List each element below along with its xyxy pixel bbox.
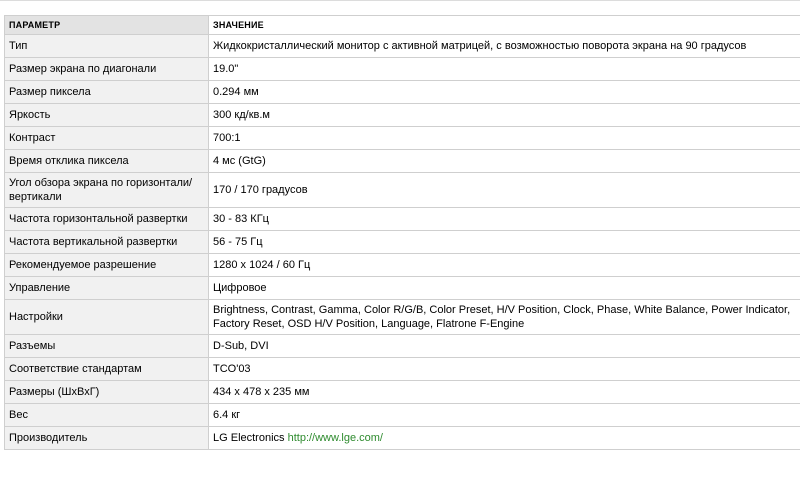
table-row (5, 150, 800, 173)
header-param: ПАРАМЕТР (5, 16, 209, 35)
table-row (5, 277, 800, 300)
param-cell: Управление (5, 277, 209, 300)
param-cell: Размер пиксела (5, 81, 209, 104)
top-divider (0, 0, 800, 4)
value-cell (209, 427, 800, 450)
value-cell: 30 - 83 КГц (209, 208, 800, 231)
table-row (5, 208, 800, 231)
param-cell: Разъемы (5, 335, 209, 358)
value-cell: 4 мс (GtG) (209, 150, 800, 173)
table-row (5, 231, 800, 254)
param-cell: Соответствие стандартам (5, 358, 209, 381)
value-cell: Brightness, Contrast, Gamma, Color R/G/B, Color Preset, H/V Position, Clock, Phase, White Balance, Power Indicator, Factory Reset, OSD H/V Position, Language, Flatrone F-Engine (209, 300, 800, 335)
value-cell: 434 x 478 x 235 мм (209, 381, 800, 404)
spec-table (4, 15, 800, 450)
value-cell: 700:1 (209, 127, 800, 150)
table-row (5, 35, 800, 58)
table-row (5, 173, 800, 208)
param-cell: Настройки (5, 300, 209, 335)
table-row (5, 127, 800, 150)
param-cell: Контраст (5, 127, 209, 150)
value-cell: 6.4 кг (209, 404, 800, 427)
table-row (5, 381, 800, 404)
param-cell: Рекомендуемое разрешение (5, 254, 209, 277)
table-header-row (5, 16, 800, 35)
value-cell: 19.0" (209, 58, 800, 81)
value-cell: 1280 x 1024 / 60 Гц (209, 254, 800, 277)
param-cell: Размер экрана по диагонали (5, 58, 209, 81)
value-cell: 300 кд/кв.м (209, 104, 800, 127)
param-cell: Размеры (ШхВхГ) (5, 381, 209, 404)
value-cell: 56 - 75 Гц (209, 231, 800, 254)
value-cell: 0.294 мм (209, 81, 800, 104)
param-cell: Время отклика пиксела (5, 150, 209, 173)
param-cell: Частота горизонтальной развертки (5, 208, 209, 231)
table-row (5, 81, 800, 104)
param-cell: Угол обзора экрана по горизонтали/вертикали (5, 173, 209, 208)
manufacturer-link[interactable]: http://www.lge.com/ (287, 432, 383, 444)
value-cell: TCO'03 (209, 358, 800, 381)
param-cell: Яркость (5, 104, 209, 127)
value-cell: 170 / 170 градусов (209, 173, 800, 208)
param-cell: Вес (5, 404, 209, 427)
param-cell: Частота вертикальной развертки (5, 231, 209, 254)
table-row (5, 358, 800, 381)
value-cell: Жидкокристаллический монитор с активной матрицей, с возможностью поворота экрана на 90 градусов (209, 35, 800, 58)
table-row (5, 300, 800, 335)
manufacturer-name: LG Electronics (213, 432, 285, 444)
table-row (5, 254, 800, 277)
header-value: ЗНАЧЕНИЕ (209, 16, 800, 35)
table-row (5, 335, 800, 358)
table-row (5, 104, 800, 127)
param-cell: Тип (5, 35, 209, 58)
table-row (5, 427, 800, 450)
table-row (5, 404, 800, 427)
value-cell: D-Sub, DVI (209, 335, 800, 358)
value-cell: Цифровое (209, 277, 800, 300)
param-cell: Производитель (5, 427, 209, 450)
table-row (5, 58, 800, 81)
